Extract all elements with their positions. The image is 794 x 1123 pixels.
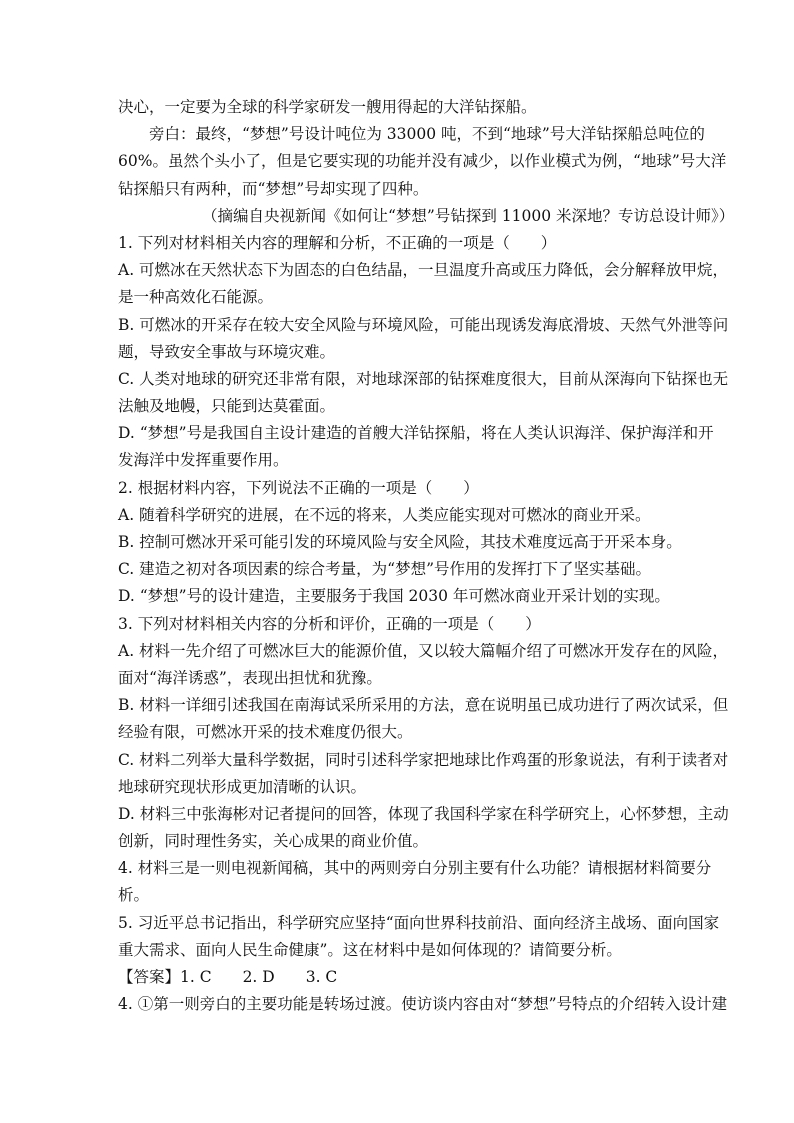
option-line: 发海洋中发挥重要作用。	[118, 451, 289, 470]
document-body	[118, 94, 735, 1018]
question-5: 5. 习近平总书记指出，科学研究应坚持“面向世界科技前沿、面向经济主战场、面向国家	[118, 913, 720, 932]
option-line: C. 建造之初对各项因素的综合考量，为“梦想”号作用的发挥打下了坚实基础。	[118, 560, 652, 579]
option-line: B. 可燃冰的开采存在较大安全风险与环境风险，可能出现诱发海底滑坡、天然气外泄等问	[118, 315, 729, 334]
question-5: 重大需求、面向人民生命健康”。这在材料中是如何体现的？请简要分析。	[118, 940, 622, 959]
question-1: 1. 下列对材料相关内容的理解和分析，不正确的一项是（ ）	[118, 233, 557, 252]
option-line: A. 可燃冰在天然状态下为固态的白色结晶，一旦温度升高或压力降低，会分解释放甲烷，	[118, 261, 729, 280]
option-line: B. 材料一详细引述我国在南海试采所采用的方法，意在说明虽已成功进行了两次试采，但	[118, 696, 729, 715]
paragraph-line: 旁白：最终，“梦想”号设计吨位为 33000 吨，不到“地球”号大洋钻探船总吨位的	[149, 125, 705, 144]
option-line: D. “梦想”号的设计建造，主要服务于我国 2030 年可燃冰商业开采计划的实现。	[118, 587, 670, 606]
option-line: D. 材料三中张海彬对记者提问的回答，体现了我国科学家在科学研究上，心怀梦想，主动	[118, 804, 729, 823]
option-line: 地球研究现状形成更加清晰的认识。	[118, 777, 367, 796]
question-3: 3. 下列对材料相关内容的分析和评价，正确的一项是（ ）	[118, 614, 541, 633]
option-line: D. “梦想”号是我国自主设计建造的首艘大洋钻探船，将在人类认识海洋、保护海洋和开	[118, 424, 714, 443]
option-line: A. 随着科学研究的进展，在不远的将来，人类应能实现对可燃冰的商业开采。	[118, 505, 651, 524]
answer-key: 【答案】1. C 2. D 3. C	[118, 968, 338, 986]
question-4: 4. 材料三是一则电视新闻稿，其中的两则旁白分别主要有什么功能？请根据材料简要分	[118, 859, 712, 878]
option-line: 创新，同时理性务实，关心成果的商业价值。	[118, 832, 429, 851]
source-citation: （摘编自央视新闻《如何让“梦想”号钻探到 11000 米深地？专访总设计师》）	[202, 206, 735, 225]
option-line: 法触及地幔，只能到达莫霍面。	[118, 397, 336, 416]
paragraph-line: 决心，一定要为全球的科学家研发一艘用得起的大洋钻探船。	[118, 98, 537, 116]
option-line: C. 材料二列举大量科学数据，同时引述科学家把地球比作鸡蛋的形象说法，有利于读者对	[118, 750, 729, 769]
option-line: A. 材料一先介绍了可燃冰巨大的能源价值，又以较大篇幅介绍了可燃冰开发存在的风险，	[118, 641, 729, 660]
option-line: 面对“海洋诱惑”，表现出担忧和犹豫。	[118, 668, 382, 687]
option-line: 是一种高效化石能源。	[118, 288, 274, 307]
option-line: 题，导致安全事故与环境灾难。	[118, 342, 336, 361]
answer-explanation: 4. ①第一则旁白的主要功能是转场过渡。使访谈内容由对“梦想”号特点的介绍转入设计建	[118, 995, 728, 1014]
question-4: 析。	[118, 886, 150, 905]
question-2: 2. 根据材料内容，下列说法不正确的一项是（ ）	[118, 478, 479, 497]
paragraph-line: 钻探船只有两种，而“梦想”号却实现了四种。	[118, 179, 429, 198]
option-line: C. 人类对地球的研究还非常有限，对地球深部的钻探难度很大，目前从深海向下钻探也无	[118, 369, 729, 388]
option-line: B. 控制可燃冰开采可能引发的环境风险与安全风险，其技术难度远高于开采本身。	[118, 533, 682, 551]
paragraph-line: 60%。虽然个头小了，但是它要实现的功能并没有减少，以作业模式为例，“地球”号大洋	[118, 152, 727, 171]
option-line: 经验有限，可燃冰开采的技术难度仍很大。	[118, 723, 413, 742]
